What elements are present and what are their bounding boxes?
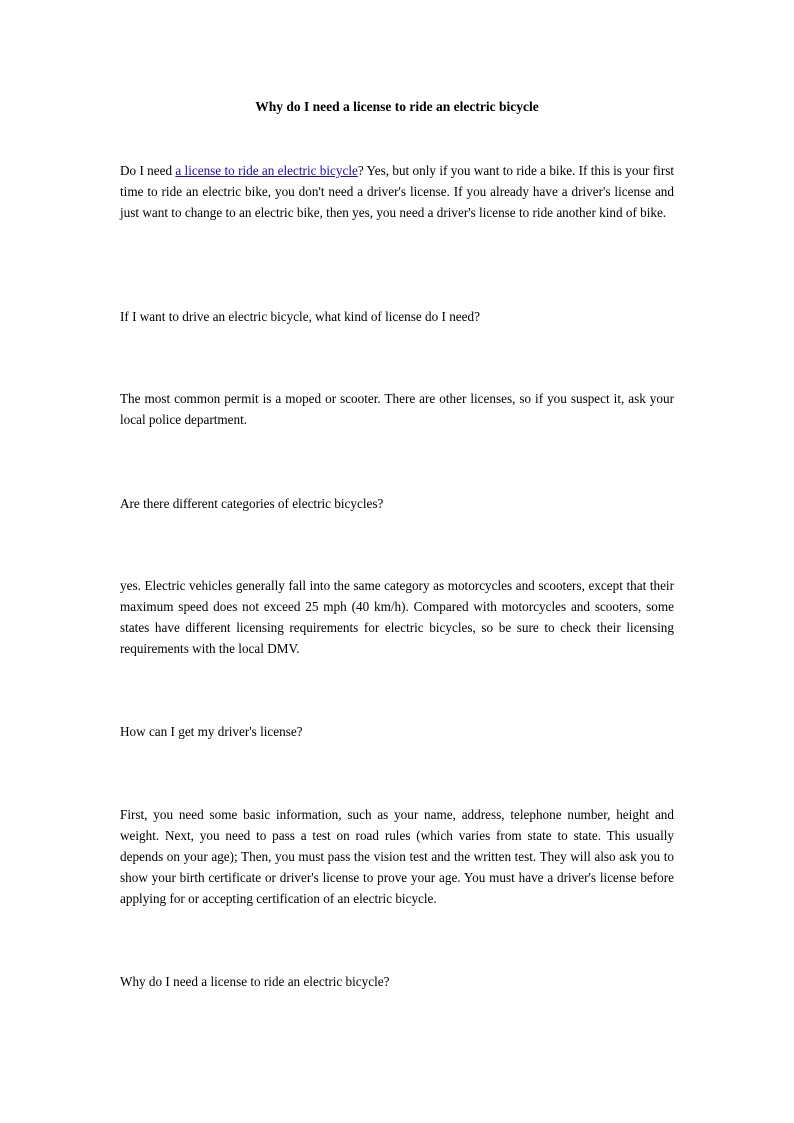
document-title: Why do I need a license to ride an electric bicycle: [255, 99, 539, 114]
intro-paragraph: [120, 160, 674, 223]
intro-text-before-link: Do I need: [120, 163, 176, 178]
question-license-type: If I want to drive an electric bicycle, what kind of license do I need?: [120, 309, 480, 324]
intro-text-after-link: ? Yes, but only if you want to ride a bike. If this is your first time to ride an electric bike, you don't need a driver's license. If you already have a driver's license and just want to change to an electric bike, then yes, you need a driver's license to ride another kind of bike.: [120, 163, 675, 220]
question-get-license: How can I get my driver's license?: [120, 724, 303, 739]
question-categories: Are there different categories of electric bicycles?: [120, 496, 384, 511]
answer-get-license: First, you need some basic information, such as your name, address, telephone number, height and weight. Next, you need to pass a test on road rules (which varies from state to state. This usually depends on your age); Then, you must pass the vision test and the written test. They will also ask you to show your birth certificate or driver's license to prove your age. You must have a driver's license before applying for or accepting certification of an electric bicycle.: [120, 807, 674, 906]
license-link[interactable]: a license to ride an electric bicycle: [175, 163, 358, 178]
answer-categories: yes. Electric vehicles generally fall into the same category as motorcycles and scooters, except that their maximum speed does not exceed 25 mph (40 km/h). Compared with motorcycles and scooters, some states have different licensing requirements for electric bicycles, so be sure to check their licensing requirements with the local DMV.: [120, 578, 674, 656]
question-why-license: Why do I need a license to ride an electric bicycle?: [120, 974, 390, 989]
answer-license-type: The most common permit is a moped or scooter. There are other licenses, so if you suspect it, ask your local police department.: [120, 391, 674, 427]
